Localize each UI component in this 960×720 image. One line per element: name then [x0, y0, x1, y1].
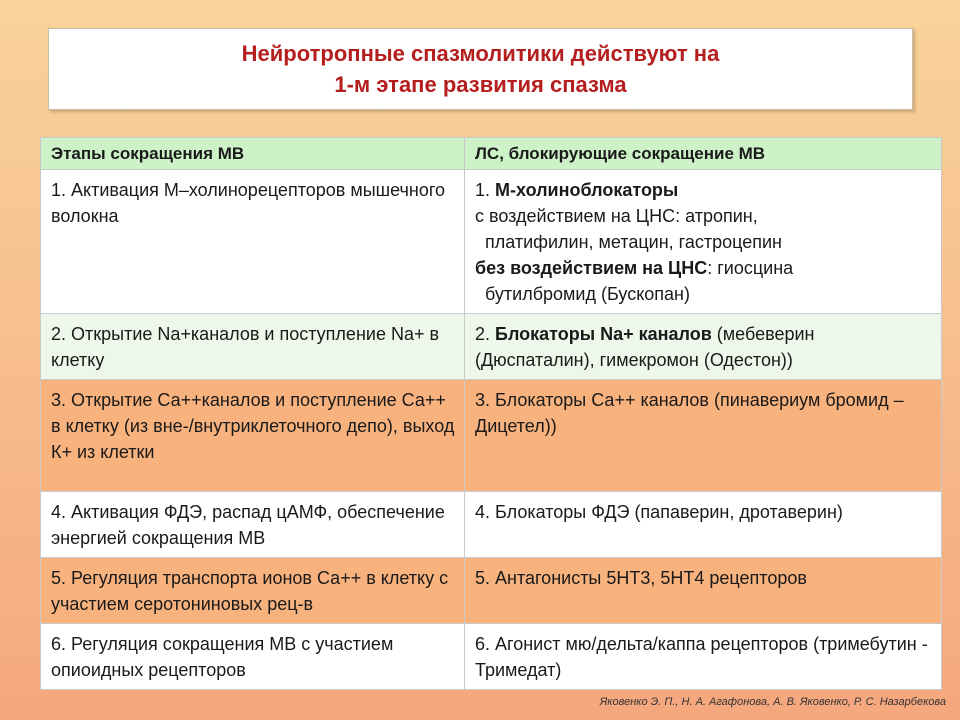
drug-cell	[465, 170, 942, 314]
author-credit: Яковенко Э. П., Н. А. Агафонова, А. В. Яковенко, Р. С. Назарбекова	[599, 696, 946, 708]
stage-cell: 2. Открытие Na+каналов и поступление Na+ в клетку	[41, 314, 465, 380]
table-row	[41, 314, 942, 380]
drug-subclass-bold: без воздействием на ЦНС	[475, 258, 708, 278]
drug-cell: 4. Блокаторы ФДЭ (папаверин, дротаверин)	[465, 492, 942, 558]
table-row	[41, 380, 942, 492]
drug-line: с воздействием на ЦНС: атропин,	[475, 206, 758, 226]
drug-line-text: платифилин, метацин, гастроцепин	[485, 232, 782, 252]
table-row	[41, 624, 942, 690]
drug-line: : гиосцина	[707, 258, 794, 278]
header-drugs: ЛС, блокирующие сокращение МВ	[465, 138, 942, 170]
drug-class-bold: Блокаторы Na+ каналов	[495, 324, 712, 344]
drug-number: 2.	[475, 324, 496, 344]
slide-title-line-2: 1-м этапе развития спазма	[334, 72, 627, 97]
stage-cell: 6. Регуляция сокращения МВ с участием опиоидных рецепторов	[41, 624, 465, 690]
table-header-row	[41, 138, 942, 170]
drug-cell: 3. Блокаторы Са++ каналов (пинавериум бромид – Дицетел))	[465, 380, 942, 492]
table-row	[41, 170, 942, 314]
spasmolytics-table	[40, 137, 942, 690]
drug-line	[475, 281, 933, 307]
drug-class-bold: М-холиноблокаторы	[495, 180, 679, 200]
drug-cell	[465, 314, 942, 380]
drug-line	[475, 229, 933, 255]
drug-number: 1.	[475, 180, 496, 200]
stage-cell: 3. Открытие Са++каналов и поступление Са++ в клетку (из вне-/внутриклеточного депо), выход К+ из клетки	[41, 380, 465, 492]
table-row	[41, 558, 942, 624]
slide-title-line-1: Нейротропные спазмолитики действуют на	[241, 41, 720, 66]
drug-detail: (мебеверин (Дюспаталин), гимекромон (Одестон))	[475, 324, 815, 370]
drug-cell: 5. Антагонисты 5НТ3, 5НТ4 рецепторов	[465, 558, 942, 624]
drug-line-text: бутилбромид (Бускопан)	[485, 284, 690, 304]
slide-title-box	[48, 28, 913, 110]
header-stages: Этапы сокращения МВ	[41, 138, 465, 170]
stage-cell: 4. Активация ФДЭ, распад цАМФ, обеспечение энергией сокращения МВ	[41, 492, 465, 558]
stage-cell: 5. Регуляция транспорта ионов Са++ в клетку с участием серотониновых рец-в	[41, 558, 465, 624]
drug-cell: 6. Агонист мю/дельта/каппа рецепторов (тримебутин - Тримедат)	[465, 624, 942, 690]
stage-cell: 1. Активация М–холинорецепторов мышечного волокна	[41, 170, 465, 314]
table-row	[41, 492, 942, 558]
